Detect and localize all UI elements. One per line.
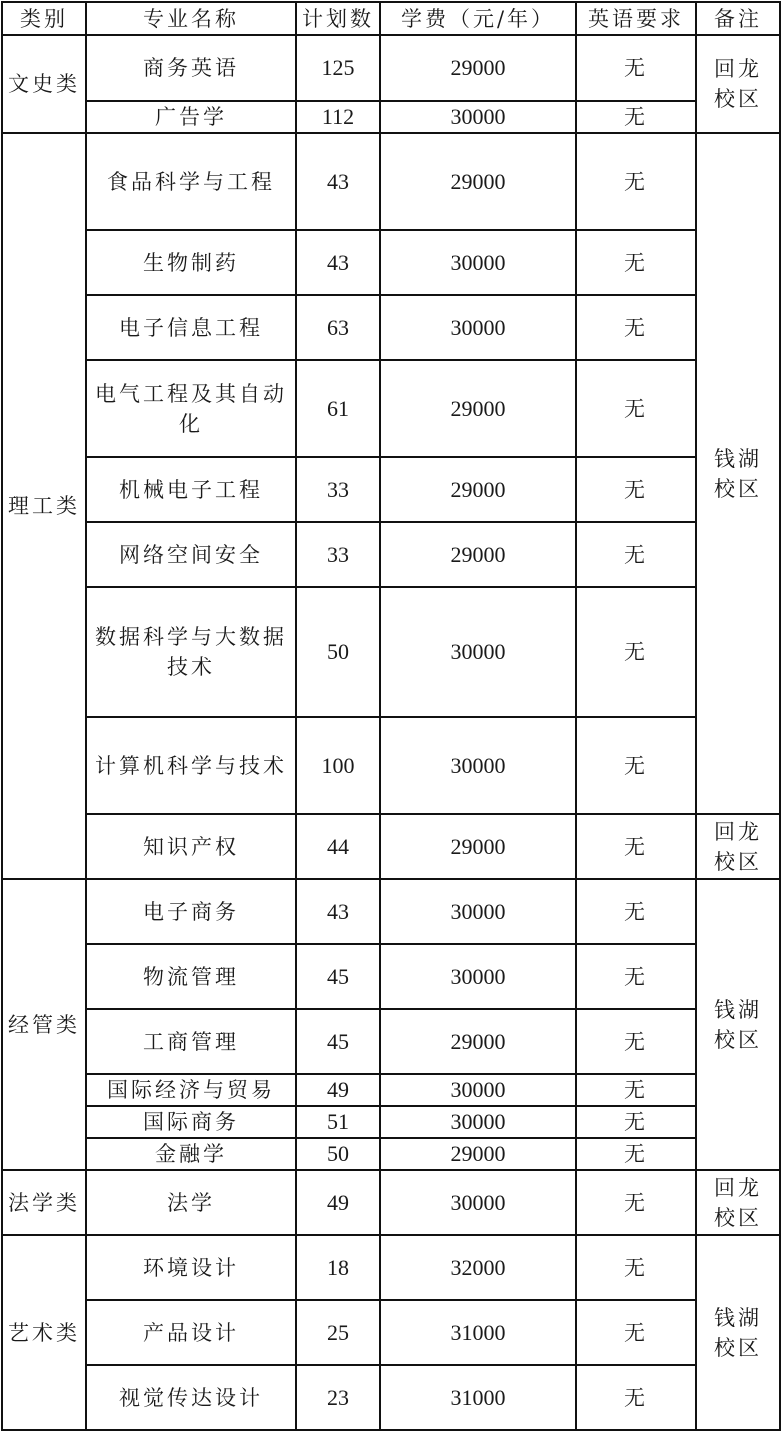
- english-cell: 无: [576, 457, 696, 522]
- table-row: [2, 133, 780, 230]
- table-row: [2, 1009, 780, 1074]
- major-cell: 电气工程及其自动化: [86, 360, 296, 457]
- tuition-cell: 30000: [380, 101, 576, 133]
- plan-cell: 23: [296, 1365, 380, 1430]
- english-cell: 无: [576, 1074, 696, 1106]
- plan-cell: 51: [296, 1106, 380, 1138]
- major-cell: 机械电子工程: [86, 457, 296, 522]
- english-cell: 无: [576, 522, 696, 587]
- major-cell: 金融学: [86, 1138, 296, 1170]
- english-cell: 无: [576, 1009, 696, 1074]
- tuition-cell: 29000: [380, 1009, 576, 1074]
- major-cell: 产品设计: [86, 1300, 296, 1365]
- plan-cell: 45: [296, 944, 380, 1009]
- table-row: [2, 295, 780, 360]
- table-row: [2, 1365, 780, 1430]
- plan-cell: 50: [296, 1138, 380, 1170]
- major-cell: 电子信息工程: [86, 295, 296, 360]
- major-cell: 数据科学与大数据技术: [86, 587, 296, 717]
- table-row: [2, 35, 780, 101]
- english-cell: 无: [576, 360, 696, 457]
- table-row: [2, 522, 780, 587]
- table-row: [2, 1235, 780, 1300]
- major-cell: 环境设计: [86, 1235, 296, 1300]
- tuition-cell: 30000: [380, 1074, 576, 1106]
- table-row: [2, 1106, 780, 1138]
- major-cell: 国际经济与贸易: [86, 1074, 296, 1106]
- english-cell: 无: [576, 1106, 696, 1138]
- table-row: [2, 230, 780, 295]
- tuition-cell: 29000: [380, 814, 576, 879]
- plan-cell: 44: [296, 814, 380, 879]
- note-cell: 钱湖校区: [696, 1235, 780, 1430]
- tuition-cell: 29000: [380, 360, 576, 457]
- major-cell: 物流管理: [86, 944, 296, 1009]
- english-cell: 无: [576, 35, 696, 101]
- major-cell: 工商管理: [86, 1009, 296, 1074]
- plan-cell: 43: [296, 230, 380, 295]
- major-cell: 知识产权: [86, 814, 296, 879]
- tuition-cell: 32000: [380, 1235, 576, 1300]
- plan-cell: 112: [296, 101, 380, 133]
- plan-cell: 45: [296, 1009, 380, 1074]
- header-tuition: 学费（元/年）: [380, 2, 576, 35]
- english-cell: 无: [576, 814, 696, 879]
- header-english: 英语要求: [576, 2, 696, 35]
- english-cell: 无: [576, 944, 696, 1009]
- table-row: [2, 1074, 780, 1106]
- english-cell: 无: [576, 133, 696, 230]
- plan-cell: 63: [296, 295, 380, 360]
- english-cell: 无: [576, 1365, 696, 1430]
- table-row: [2, 360, 780, 457]
- table-row: [2, 1138, 780, 1170]
- english-cell: 无: [576, 1170, 696, 1235]
- plan-cell: 125: [296, 35, 380, 101]
- tuition-cell: 30000: [380, 295, 576, 360]
- plan-cell: 50: [296, 587, 380, 717]
- english-cell: 无: [576, 295, 696, 360]
- category-cell: 文史类: [2, 35, 86, 133]
- major-cell: 广告学: [86, 101, 296, 133]
- header-note: 备注: [696, 2, 780, 35]
- tuition-cell: 30000: [380, 587, 576, 717]
- english-cell: 无: [576, 587, 696, 717]
- english-cell: 无: [576, 717, 696, 814]
- enrollment-plan-table: [1, 1, 781, 1431]
- table-row: [2, 457, 780, 522]
- major-cell: 法学: [86, 1170, 296, 1235]
- tuition-cell: 30000: [380, 717, 576, 814]
- plan-cell: 100: [296, 717, 380, 814]
- plan-cell: 18: [296, 1235, 380, 1300]
- major-cell: 食品科学与工程: [86, 133, 296, 230]
- header-major: 专业名称: [86, 2, 296, 35]
- tuition-cell: 30000: [380, 1106, 576, 1138]
- note-cell: 回龙校区: [696, 35, 780, 133]
- tuition-cell: 30000: [380, 944, 576, 1009]
- note-cell: 钱湖校区: [696, 133, 780, 814]
- english-cell: 无: [576, 101, 696, 133]
- tuition-cell: 29000: [380, 522, 576, 587]
- tuition-cell: 29000: [380, 1138, 576, 1170]
- english-cell: 无: [576, 1138, 696, 1170]
- table-row: [2, 717, 780, 814]
- plan-cell: 33: [296, 457, 380, 522]
- table-row: [2, 879, 780, 944]
- major-cell: 电子商务: [86, 879, 296, 944]
- table-row: [2, 814, 780, 879]
- tuition-cell: 30000: [380, 879, 576, 944]
- english-cell: 无: [576, 1235, 696, 1300]
- table-row: [2, 1300, 780, 1365]
- plan-cell: 33: [296, 522, 380, 587]
- plan-cell: 61: [296, 360, 380, 457]
- major-cell: 计算机科学与技术: [86, 717, 296, 814]
- tuition-cell: 29000: [380, 133, 576, 230]
- plan-cell: 43: [296, 133, 380, 230]
- major-cell: 生物制药: [86, 230, 296, 295]
- tuition-cell: 29000: [380, 457, 576, 522]
- plan-cell: 49: [296, 1170, 380, 1235]
- category-cell: 经管类: [2, 879, 86, 1170]
- english-cell: 无: [576, 230, 696, 295]
- table-row: [2, 1170, 780, 1235]
- note-cell: 回龙校区: [696, 814, 780, 879]
- note-cell: 回龙校区: [696, 1170, 780, 1235]
- tuition-cell: 30000: [380, 230, 576, 295]
- major-cell: 网络空间安全: [86, 522, 296, 587]
- table-row: [2, 944, 780, 1009]
- tuition-cell: 31000: [380, 1365, 576, 1430]
- major-cell: 商务英语: [86, 35, 296, 101]
- major-cell: 视觉传达设计: [86, 1365, 296, 1430]
- header-plan: 计划数: [296, 2, 380, 35]
- tuition-cell: 31000: [380, 1300, 576, 1365]
- english-cell: 无: [576, 1300, 696, 1365]
- tuition-cell: 29000: [380, 35, 576, 101]
- header-row: [2, 2, 780, 35]
- major-cell: 国际商务: [86, 1106, 296, 1138]
- plan-cell: 43: [296, 879, 380, 944]
- category-cell: 理工类: [2, 133, 86, 879]
- category-cell: 法学类: [2, 1170, 86, 1235]
- table-row: [2, 587, 780, 717]
- header-category: 类别: [2, 2, 86, 35]
- plan-cell: 25: [296, 1300, 380, 1365]
- table-row: [2, 101, 780, 133]
- note-cell: 钱湖校区: [696, 879, 780, 1170]
- english-cell: 无: [576, 879, 696, 944]
- tuition-cell: 30000: [380, 1170, 576, 1235]
- plan-cell: 49: [296, 1074, 380, 1106]
- category-cell: 艺术类: [2, 1235, 86, 1430]
